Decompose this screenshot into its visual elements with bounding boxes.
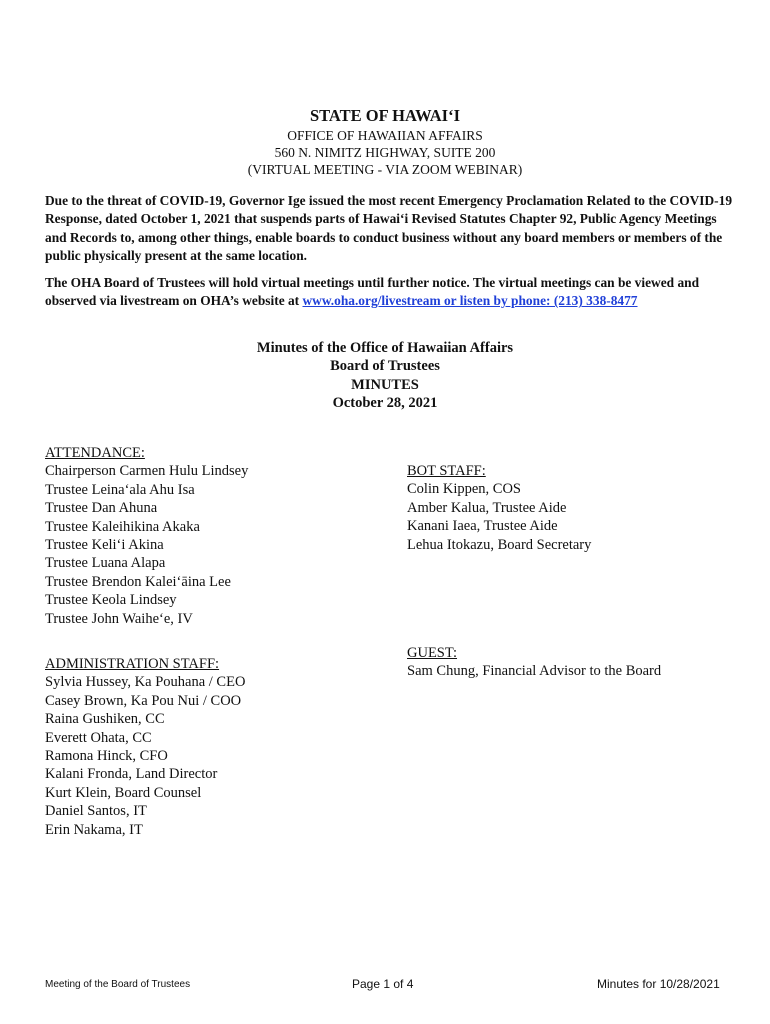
attendance-section: [45, 444, 248, 628]
livestream-text: The OHA Board of Trustees will hold virtual meetings until further notice. The virtual meetings can be viewed and observed via livestream on OHA’s website at: [45, 275, 700, 309]
meeting-date: October 28, 2021: [332, 394, 438, 411]
list-item: Trustee Brendon Kalei‘āina Lee: [45, 573, 231, 590]
list-item: Trustee John Waihe‘e, IV: [45, 610, 193, 627]
footer-left: Meeting of the Board of Trustees: [45, 979, 191, 990]
list-item: Trustee Dan Ahuna: [45, 500, 158, 517]
list-item: Chairperson Carmen Hulu Lindsey: [45, 463, 249, 480]
livestream-link[interactable]: www.oha.org/livestream or listen by phone: (213) 338-8477: [302, 293, 638, 309]
list-item: Lehua Itokazu, Board Secretary: [407, 536, 592, 553]
office-name: OFFICE OF HAWAIIAN AFFAIRS: [287, 128, 483, 143]
list-item: Amber Kalua, Trustee Aide: [407, 499, 567, 516]
list-item: Trustee Leina‘ala Ahu Isa: [45, 481, 195, 498]
list-item: Casey Brown, Ka Pou Nui / COO: [45, 692, 242, 709]
document-title: STATE OF HAWAI‘I: [309, 106, 461, 125]
footer-right: Minutes for 10/28/2021: [597, 977, 720, 991]
list-item: Colin Kippen, COS: [407, 481, 521, 498]
list-item: Trustee Keola Lindsey: [45, 592, 177, 609]
minutes-label: MINUTES: [351, 376, 419, 393]
admin-staff-heading: ADMINISTRATION STAFF:: [45, 656, 220, 672]
minutes-title: Minutes of the Office of Hawaiian Affairs: [256, 340, 514, 356]
attendance-heading: ATTENDANCE:: [45, 445, 145, 461]
list-item: Daniel Santos, IT: [45, 803, 147, 820]
list-item: Trustee Keli‘i Akina: [45, 537, 164, 554]
board-name: Board of Trustees: [330, 358, 440, 375]
list-item: Sylvia Hussey, Ka Pouhana / CEO: [45, 674, 246, 691]
bot-staff-section: [407, 462, 591, 554]
list-item: Erin Nakama, IT: [45, 821, 143, 838]
covid-notice: Due to the threat of COVID-19, Governor Ige issued the most recent Emergency Proclamation Related to the COVID-19 Response, dated October 1, 2021 that suspends parts of Hawai‘i Revised Statutes Chapter 92, Public Agency Meetings and Records to, among other things, enable boards to conduct business without any board members or members of the public physically present at the same location.: [45, 193, 733, 263]
list-item: Sam Chung, Financial Advisor to the Board: [407, 663, 662, 680]
list-item: Trustee Kaleihikina Akaka: [45, 518, 200, 535]
page-number: Page 1 of 4: [352, 977, 414, 991]
minutes-header: [0, 339, 770, 412]
list-item: Ramona Hinck, CFO: [45, 748, 168, 765]
list-item: Kalani Fronda, Land Director: [45, 766, 218, 783]
guest-section: [407, 644, 661, 681]
list-item: Kanani Iaea, Trustee Aide: [407, 518, 558, 535]
list-item: Kurt Klein, Board Counsel: [45, 784, 202, 801]
list-item: Raina Gushiken, CC: [45, 711, 165, 728]
list-item: Trustee Luana Alapa: [45, 555, 166, 572]
admin-staff-section: [45, 655, 245, 839]
bot-staff-heading: BOT STAFF:: [407, 463, 486, 479]
livestream-notice: [45, 274, 735, 311]
list-item: Everett Ohata, CC: [45, 729, 152, 746]
meeting-mode: (VIRTUAL MEETING - VIA ZOOM WEBINAR): [247, 162, 523, 177]
guest-heading: GUEST:: [407, 645, 458, 661]
office-address: 560 N. NIMITZ HIGHWAY, SUITE 200: [274, 145, 496, 160]
